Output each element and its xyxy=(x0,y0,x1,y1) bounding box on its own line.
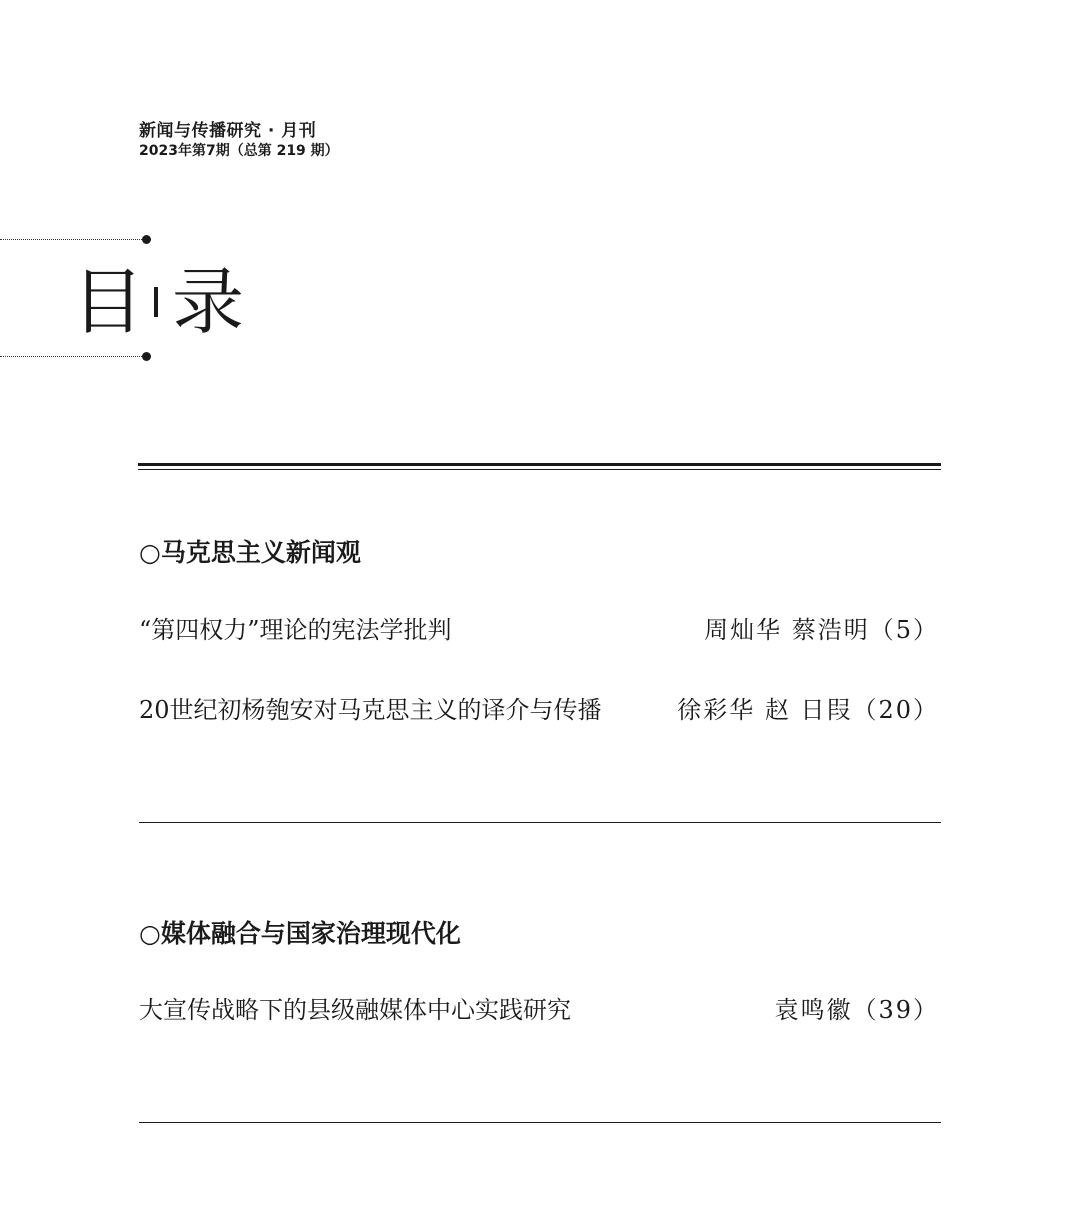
toc-entry[interactable] xyxy=(139,610,939,645)
entry-title: 20世纪初杨匏安对马克思主义的译介与传播 xyxy=(139,696,602,724)
thick-divider xyxy=(138,463,941,466)
section-heading: ○媒体融合与国家治理现代化 xyxy=(139,919,461,948)
toc-entry[interactable] xyxy=(139,690,939,725)
toc-title-left: 目 xyxy=(72,260,145,344)
rule-dot-icon xyxy=(142,352,151,361)
section-heading: ○马克思主义新闻观 xyxy=(139,538,361,567)
section-divider xyxy=(139,1122,941,1123)
issue-info: 2023年第7期（总第 219 期） xyxy=(139,143,339,159)
entry-title: 大宣传战略下的县级融媒体中心实践研究 xyxy=(139,996,571,1024)
title-separator xyxy=(154,287,158,317)
rule-dot-icon xyxy=(142,235,151,244)
entry-authors: 周灿华 蔡浩明（5） xyxy=(704,616,939,644)
section-divider xyxy=(139,822,941,823)
toc-title-right: 录 xyxy=(172,260,245,344)
entry-title: “第四权力”理论的宪法学批判 xyxy=(139,616,452,644)
toc-entry[interactable] xyxy=(139,990,939,1025)
entry-authors: 徐彩华 赵 日叚（20） xyxy=(677,696,939,724)
dotted-rule-top xyxy=(0,239,146,240)
dotted-rule-bottom xyxy=(0,356,146,357)
entry-authors: 袁鸣徽（39） xyxy=(774,996,939,1024)
journal-name: 新闻与传播研究 · 月刊 xyxy=(139,121,317,141)
toc-title xyxy=(72,262,244,342)
